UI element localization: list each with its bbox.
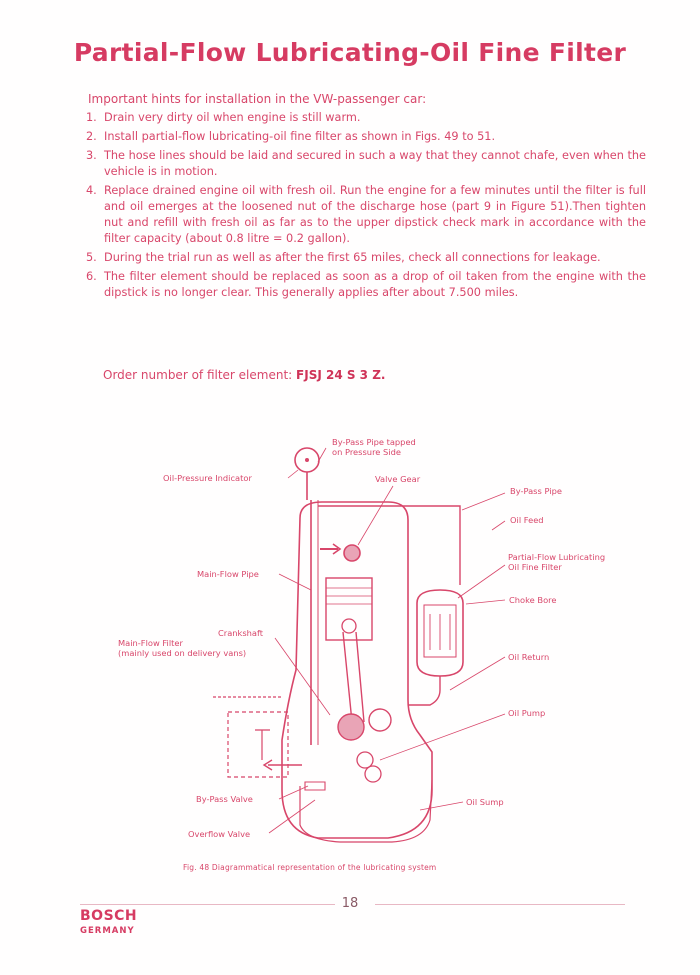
label-oil-feed: Oil Feed — [510, 515, 544, 525]
oil-pump — [357, 752, 373, 768]
valve-gear — [344, 545, 360, 561]
page-number: 18 — [341, 896, 359, 911]
oil-return-line — [408, 676, 440, 705]
label-oil-sump: Oil Sump — [466, 797, 504, 807]
oil-sump — [300, 780, 432, 842]
brand-country: GERMANY — [80, 926, 135, 936]
step-number: 1. — [86, 111, 97, 124]
label-partial-flow-filter-2: Oil Fine Filter — [508, 562, 562, 572]
step-number: 3. — [86, 149, 97, 162]
label-main-flow-filter: Main-Flow Filter — [118, 638, 183, 648]
list-item — [86, 269, 646, 301]
label-partial-flow-filter: Partial-Flow Lubricating — [508, 552, 606, 562]
label-bypass-pipe: By-Pass Pipe — [510, 486, 562, 496]
piston — [326, 578, 372, 640]
crankshaft-gear — [338, 714, 364, 740]
figure-caption: Fig. 48 Diagrammatical representation of the lubricating system — [183, 863, 437, 872]
instruction-list — [86, 110, 646, 304]
label-bypass-pipe-pressure-side: on Pressure Side — [332, 447, 401, 457]
label-choke-bore: Choke Bore — [509, 595, 557, 605]
step-number: 6. — [86, 270, 97, 283]
step-text: Install partial-flow lubricating-oil fine filter as shown in Figs. 49 to 51. — [104, 130, 496, 143]
intro-text: Important hints for installation in the VW-passenger car: — [88, 92, 427, 106]
order-number-line — [103, 368, 385, 382]
lubrication-system-diagram — [70, 430, 650, 870]
label-oil-pressure-indicator: Oil-Pressure Indicator — [163, 473, 252, 483]
label-overflow-valve: Overflow Valve — [188, 829, 251, 839]
label-crankshaft: Crankshaft — [218, 628, 264, 638]
list-item — [86, 183, 646, 247]
step-number: 5. — [86, 251, 97, 264]
brand-logo-text: BOSCH — [80, 908, 138, 924]
label-bypass-valve: By-Pass Valve — [196, 794, 253, 804]
step-text: During the trial run as well as after the first 65 miles, check all connections for leakage. — [104, 251, 601, 264]
step-number: 2. — [86, 130, 97, 143]
connecting-rod — [343, 632, 364, 722]
list-item — [86, 148, 646, 180]
list-item — [86, 129, 646, 145]
list-item — [86, 250, 646, 266]
step-text: Drain very dirty oil when engine is still warm. — [104, 111, 361, 124]
label-main-flow-pipe: Main-Flow Pipe — [197, 569, 259, 579]
main-flow-filter-box — [228, 712, 288, 777]
label-valve-gear: Valve Gear — [375, 474, 421, 484]
label-main-flow-filter-note: (mainly used on delivery vans) — [118, 648, 247, 658]
label-bypass-pipe-tapped: By-Pass Pipe tapped — [332, 437, 416, 447]
step-text: Replace drained engine oil with fresh oil. Run the engine for a few minutes until the filter is full and oil emerges at the loosened nut of the discharge hose (part 9 in Figure 51).Then tighten nut and refill with fresh oil as far as to the upper dipstick check mark in accordance with the filter capacity (about 0.8 litre = 0.2 gallon). — [104, 184, 646, 245]
list-item — [86, 110, 646, 126]
bypass-pipe-line — [318, 506, 460, 585]
label-oil-return: Oil Return — [508, 652, 550, 662]
step-text: The hose lines should be laid and secured in such a way that they cannot chafe, even when the vehicle is in motion. — [104, 149, 646, 178]
step-number: 4. — [86, 184, 97, 197]
order-number: FJSJ 24 S 3 Z. — [296, 368, 386, 382]
label-oil-pump: Oil Pump — [508, 708, 546, 718]
page-title: Partial-Flow Lubricating-Oil Fine Filter — [73, 38, 627, 67]
step-text: The filter element should be replaced as soon as a drop of oil taken from the engine with the dipstick is no longer clear. This generally applies after about 7.500 miles. — [104, 270, 646, 299]
order-label: Order number of filter element: — [103, 368, 293, 382]
